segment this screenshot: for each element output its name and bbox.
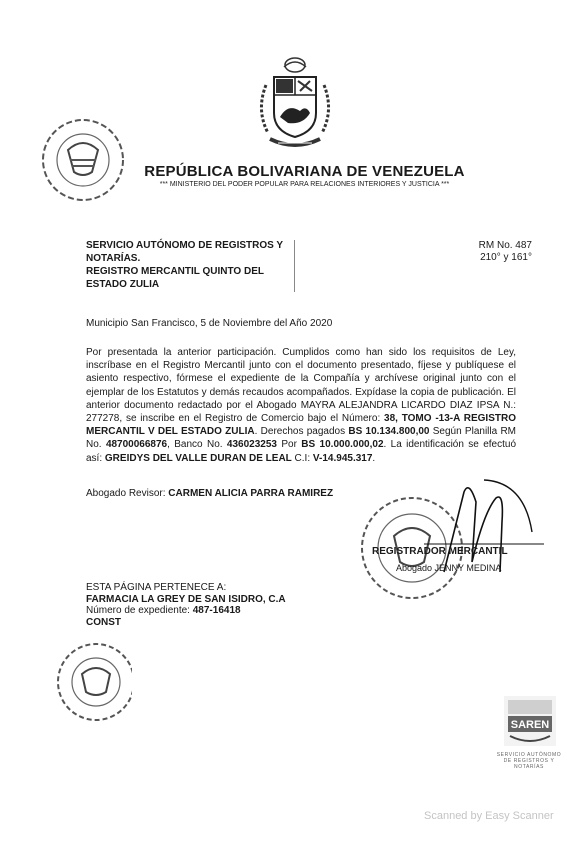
scanner-watermark: Scanned by Easy Scanner [424,810,554,822]
ministry-subtitle: *** MINISTERIO DEL PODER POPULAR PARA RELACIONES INTERIORES Y JUSTICIA *** [159,181,450,188]
reviewer-line [86,488,333,499]
registration-text [86,346,516,465]
office-line-1: SERVICIO AUTÓNOMO DE REGISTROS Y [86,240,284,251]
body-bold-4: 436023253 [226,439,277,451]
reviewer-name: CARMEN ALICIA PARRA RAMIREZ [168,488,334,499]
official-stamp-icon [40,100,126,220]
body-bold-1: 38, TOMO -13-A REGISTRO MERCANTIL V DEL ESTADO ZULIA [86,413,516,438]
body-text-8: . [372,452,376,464]
office-name [86,239,286,291]
office-line-3: REGISTRO MERCANTIL QUINTO DEL [86,266,264,277]
body-text-5: Por [276,439,297,451]
date-line: Municipio San Francisco, 5 de Noviembre del Año 2020 [86,318,333,329]
header-divider [294,240,295,292]
reviewer-label: Abogado Revisor: [86,488,166,499]
page-owner-block [86,582,286,628]
registrar-title: REGISTRADOR MERCANTIL [372,546,508,557]
saren-caption: SERVICIO AUTÓNOMO DE REGISTROS Y NOTARÍAS [496,752,562,770]
const-label: CONST [86,616,121,628]
office-line-2: NOTARÍAS. [86,253,141,264]
body-text-3: Según Planilla RM No. [86,426,516,451]
body-text-4: , Banco No. [167,439,223,451]
rm-number: RM No. 487 [478,240,532,251]
owner-company: FARMACIA LA GREY DE SAN ISIDRO, C.A [86,593,286,605]
owner-label: ESTA PÁGINA PERTENECE A: [86,582,227,593]
body-bold-7: V-14.945.317 [312,452,373,464]
body-bold-5: BS 10.000.000,02 [301,439,384,451]
file-number: 487-16418 [192,605,241,616]
saren-logo-icon [504,696,556,746]
independence-years: 210° y 161° [480,252,532,263]
registry-reference [452,240,532,264]
body-text-6: . La identificación se efectuó así: [86,439,517,464]
coat-of-arms-icon [248,55,342,155]
body-text-7: C.I: [291,452,311,464]
registrar-name: Abogado JENNY MEDINA [396,563,502,573]
body-bold-3: 48700066876 [105,439,168,451]
body-bold-6: GREIDYS DEL VALLE DURAN DE LEAL [104,452,292,464]
body-text-1: Por presentada la anterior participación. Cumplidos como han sido los requisitos de Ley, inscríbase en el Registro Mercantil junto con el documento presentado, fíjese y publíquese el asiento respectivo, fórmese el expediente de la Compañía y archívese original junto con el ejemplar de los Estatutos y demás recaudos acompañados. Expídase la copia de publicación. El anterior documento redactado por el Abogado MAYRA ALEJANDRA LICARDO DIAZ IPSA N.: 277278, se inscribe en el Registro de Comercio bajo el Número: [86,347,516,425]
bottom-stamp-icon [52,640,132,726]
saren-logo-text: SAREN [510,719,550,731]
file-number-label: Número de expediente: [86,605,190,616]
body-text-2: . Derechos pagados [254,426,346,438]
document-title: REPÚBLICA BOLIVARIANA DE VENEZUELA [144,163,465,180]
office-line-4: ESTADO ZULIA [86,279,160,290]
body-bold-2: BS 10.134.800,00 [348,426,430,438]
